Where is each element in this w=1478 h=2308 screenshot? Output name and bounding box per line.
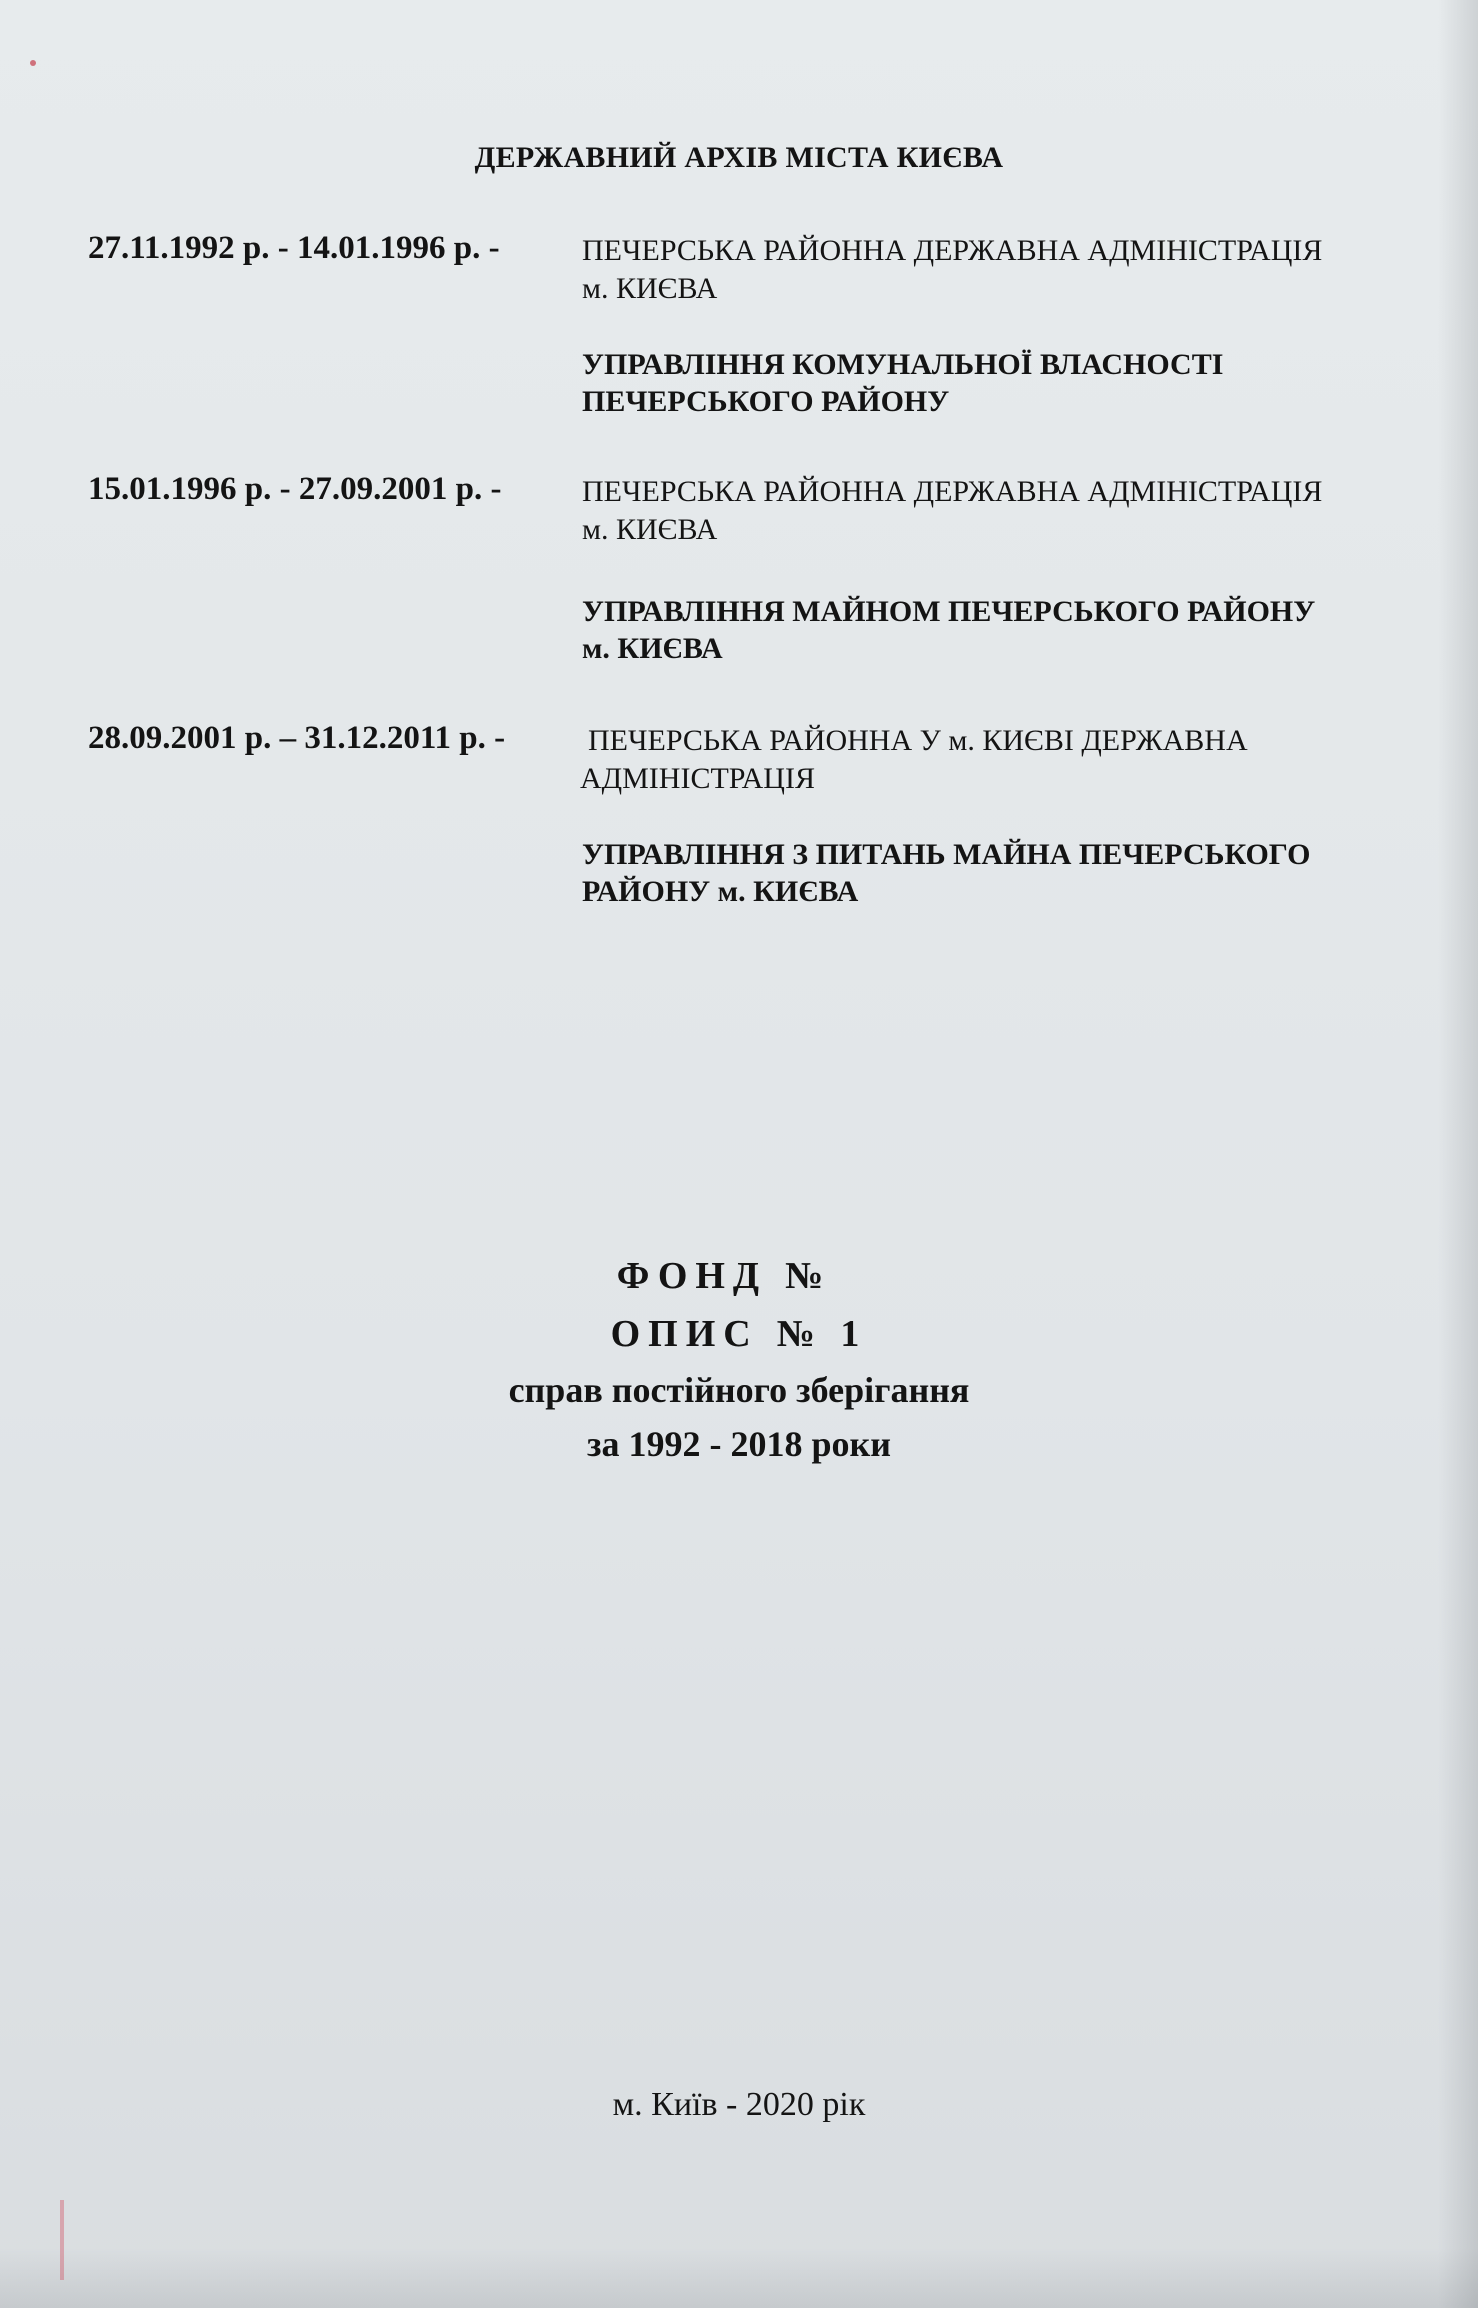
admin-line-2: м. КИЄВА [582, 272, 718, 305]
period-department [582, 346, 1478, 420]
period-dates: 28.09.2001 р. – 31.12.2011 р. - [88, 720, 506, 756]
period-dates: 15.01.1996 р. - 27.09.2001 р. - [88, 471, 502, 507]
fond-years: за 1992 - 2018 роки [587, 1424, 891, 1464]
dept-line-1: УПРАВЛІННЯ КОМУНАЛЬНОЇ ВЛАСНОСТІ [582, 348, 1224, 381]
period-administration [582, 232, 1478, 308]
period-administration [582, 473, 1478, 549]
fond-description: справ постійного зберігання [508, 1370, 970, 1410]
red-ink-dot [30, 60, 36, 66]
period-dates: 27.11.1992 р. - 14.01.1996 р. - [88, 230, 500, 266]
period-department [582, 593, 1478, 667]
dept-line-2: м. КИЄВА [582, 632, 723, 665]
dept-line-2: ПЕЧЕРСЬКОГО РАЙОНУ [582, 385, 950, 418]
admin-line-2: м. КИЄВА [582, 513, 718, 546]
dept-line-1: УПРАВЛІННЯ МАЙНОМ ПЕЧЕРСЬКОГО РАЙОНУ [582, 595, 1316, 628]
admin-line-1: ПЕЧЕРСЬКА РАЙОННА У м. КИЄВІ ДЕРЖАВНА [588, 724, 1248, 757]
opys-heading [0, 1305, 1478, 1363]
dept-line-2: РАЙОНУ м. КИЄВА [582, 875, 859, 908]
fond-heading [0, 1247, 1478, 1305]
period-administration [580, 722, 1478, 798]
page-bottom-shadow [0, 2248, 1478, 2308]
admin-line-1: ПЕЧЕРСЬКА РАЙОННА ДЕРЖАВНА АДМІНІСТРАЦІЯ [582, 234, 1323, 267]
fond-block [0, 1247, 1478, 1471]
dept-line-1: УПРАВЛІННЯ З ПИТАНЬ МАЙНА ПЕЧЕРСЬКОГО [582, 838, 1311, 871]
period-department [582, 836, 1478, 910]
opys-label: ОПИС [610, 1313, 759, 1355]
admin-line-2: АДМІНІСТРАЦІЯ [580, 762, 815, 795]
opys-number: № 1 [776, 1313, 868, 1355]
place-and-year: м. Київ - 2020 рік [612, 2086, 866, 2123]
admin-line-1: ПЕЧЕРСЬКА РАЙОННА ДЕРЖАВНА АДМІНІСТРАЦІЯ [582, 475, 1323, 508]
red-ink-stripe [60, 2200, 64, 2280]
fond-label: ФОНД [616, 1255, 768, 1297]
archive-title: ДЕРЖАВНИЙ АРХІВ МІСТА КИЄВА [474, 141, 1004, 174]
fond-number: № [785, 1255, 832, 1297]
